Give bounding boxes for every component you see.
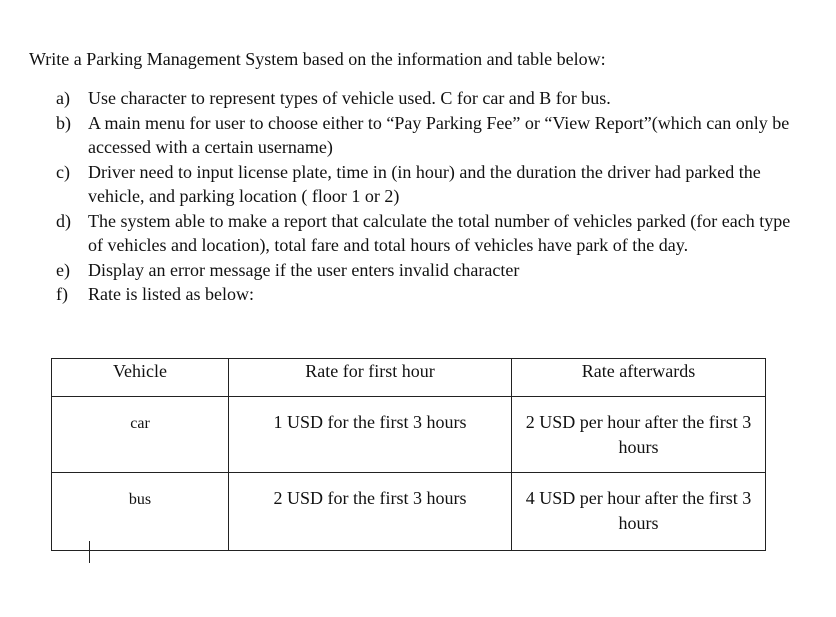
- list-item: [56, 209, 796, 258]
- list-item-text: Driver need to input license plate, time in (in hour) and the duration the driver had parked the vehicle, and parking location ( floor 1 or 2): [88, 161, 761, 206]
- table-cell-vehicle: [52, 397, 229, 473]
- list-marker: d): [56, 210, 71, 231]
- list-item: [56, 258, 796, 283]
- list-item-text: Use character to represent types of vehicle used. C for car and B for bus.: [88, 88, 611, 108]
- list-marker: e): [56, 259, 70, 280]
- table-cell-rate-after: [512, 397, 766, 473]
- list-marker: a): [56, 88, 70, 108]
- table-row: [52, 473, 766, 551]
- cell-text: 4 USD per hour after the first 3 hours: [525, 488, 752, 533]
- header-rate-afterwards-label: Rate afterwards: [581, 361, 696, 381]
- requirements-list: [56, 86, 796, 307]
- header-rate-first-hour: [229, 359, 512, 397]
- table-cell-rate-first: [229, 397, 512, 473]
- list-item-text: A main menu for user to choose either to “Pay Parking Fee” or “View Report”(which can only be accessed with a certain username): [88, 112, 790, 157]
- list-item-text: Display an error message if the user enters invalid character: [88, 259, 520, 280]
- header-rate-afterwards: [512, 359, 766, 397]
- list-item: [56, 282, 796, 307]
- header-rate-first-hour-label: Rate for first hour: [305, 361, 435, 381]
- table-cell-vehicle: [52, 473, 229, 551]
- list-item-text: Rate is listed as below:: [88, 284, 254, 304]
- cell-text: 1 USD for the first 3 hours: [273, 412, 467, 432]
- cell-text: bus: [128, 491, 152, 508]
- table-cell-rate-first: [229, 473, 512, 551]
- list-item: [56, 86, 796, 111]
- text-cursor[interactable]: [89, 541, 90, 563]
- header-vehicle-label: Vehicle: [113, 361, 167, 381]
- list-marker: c): [56, 161, 70, 182]
- table-header-row: [52, 359, 766, 397]
- list-marker: f): [56, 284, 68, 304]
- list-item-text: The system able to make a report that calculate the total number of vehicles parked (for each type of vehicles and location), total fare and total hours of vehicles have park of the day.: [88, 210, 791, 255]
- intro-text: Write a Parking Management System based on the information and table below:: [29, 49, 606, 69]
- cell-text: car: [130, 415, 150, 432]
- list-marker: b): [56, 112, 71, 133]
- rate-table: [51, 358, 766, 551]
- table-row: [52, 397, 766, 473]
- cell-text: 2 USD for the first 3 hours: [273, 488, 467, 508]
- cell-text: 2 USD per hour after the first 3 hours: [525, 412, 752, 457]
- list-item: [56, 111, 796, 160]
- table-cell-rate-after: [512, 473, 766, 551]
- header-vehicle: [52, 359, 229, 397]
- list-item: [56, 160, 796, 209]
